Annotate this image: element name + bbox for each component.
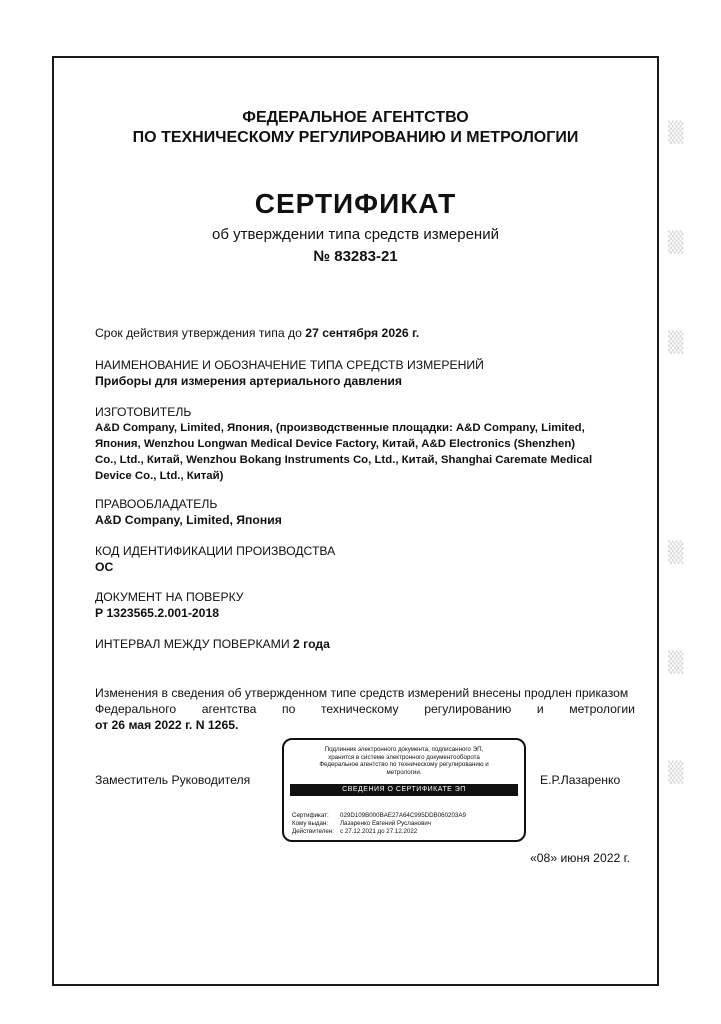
validity-line: Срок действия утверждения типа до 27 сентября 2026 г. (95, 326, 420, 340)
margin-mark: ▒ (668, 230, 684, 254)
stamp-header: Подлинник электронного документа, подписанного ЭП, хранится в системе электронного документооборота Федеральное агентство по техническому регулированию и метрологии. (319, 746, 489, 776)
verification-doc-section (95, 589, 635, 621)
agency-name: ФЕДЕРАЛЬНОЕ АГЕНТСТВО ПО ТЕХНИЧЕСКОМУ РЕГУЛИРОВАНИЮ И МЕТРОЛОГИИ (132, 109, 579, 146)
interval-line: ИНТЕРВАЛ МЕЖДУ ПОВЕРКАМИ 2 года (95, 637, 330, 651)
changes-line: Изменения в сведения об утвержденном типе средств измерений внесены продлен приказом (95, 686, 629, 700)
stamp-cert-line: Сертификат: 029D109B000BAE27A64C995DDB060203A9 (292, 812, 466, 819)
margin-mark: ▒ (668, 540, 684, 564)
changes-section (95, 685, 635, 733)
issue-date: «08» июня 2022 г. (530, 851, 631, 865)
signatory-name: Е.Р.Лазаренко (540, 773, 621, 787)
manufacturer-line: Device Co., Ltd., Китай) (95, 470, 224, 482)
changes-line: Федерального агентства по техническому регулированию и метрологии (95, 702, 635, 716)
stamp-valid-line: Действителен: с 27.12.2021 до 27.12.2022 (292, 828, 418, 835)
verification-doc-value: Р 1323565.2.001-2018 (95, 606, 220, 620)
signatory-role: Заместитель Руководителя (95, 773, 251, 787)
certificate-number: № 83283-21 (313, 248, 398, 265)
verification-doc-heading: ДОКУМЕНТ НА ПОВЕРКУ (95, 590, 244, 604)
manufacturer-line: Япония, Wenzhou Longwan Medical Device Factory, Китай, A&D Electronics (Shenzhen) (95, 438, 576, 450)
electronic-signature-stamp (282, 738, 526, 842)
margin-mark: ▒ (668, 330, 684, 354)
changes-order: от 26 мая 2022 г. N 1265. (95, 718, 239, 732)
stamp-title-bar: СВЕДЕНИЯ О СЕРТИФИКАТЕ ЭП (290, 784, 518, 796)
manufacturer-line: A&D Company, Limited, Япония, (производственные площадки: A&D Company, Limited, (95, 422, 585, 434)
manufacturer-section (95, 404, 635, 484)
production-code-heading: КОД ИДЕНТИФИКАЦИИ ПРОИЗВОДСТВА (95, 544, 336, 558)
stamp-issued-line: Кому выдан: Лазаренко Евгений Русланович (292, 820, 432, 827)
production-code-value: ОС (95, 560, 114, 574)
margin-mark: ▒ (668, 650, 684, 674)
manufacturer-line: Co., Ltd., Китай, Wenzhou Bokang Instruments Co, Ltd., Китай, Shanghai Caremate Medical (95, 454, 593, 466)
rights-holder-value: A&D Company, Limited, Япония (95, 513, 282, 527)
rights-holder-heading: ПРАВООБЛАДАТЕЛЬ (95, 497, 218, 511)
margin-mark: ▒ (668, 120, 684, 144)
instrument-section (95, 357, 635, 389)
certificate-title: СЕРТИФИКАТ (254, 188, 457, 219)
production-code-section (95, 543, 635, 575)
instrument-heading: НАИМЕНОВАНИЕ И ОБОЗНАЧЕНИЕ ТИПА СРЕДСТВ ИЗМЕРЕНИЙ (95, 358, 484, 372)
instrument-value: Приборы для измерения артериального давления (95, 374, 402, 388)
rights-holder-section (95, 496, 635, 528)
manufacturer-heading: ИЗГОТОВИТЕЛЬ (95, 405, 192, 419)
margin-mark: ▒ (668, 760, 684, 784)
certificate-subtitle: об утверждении типа средств измерений (212, 226, 499, 243)
